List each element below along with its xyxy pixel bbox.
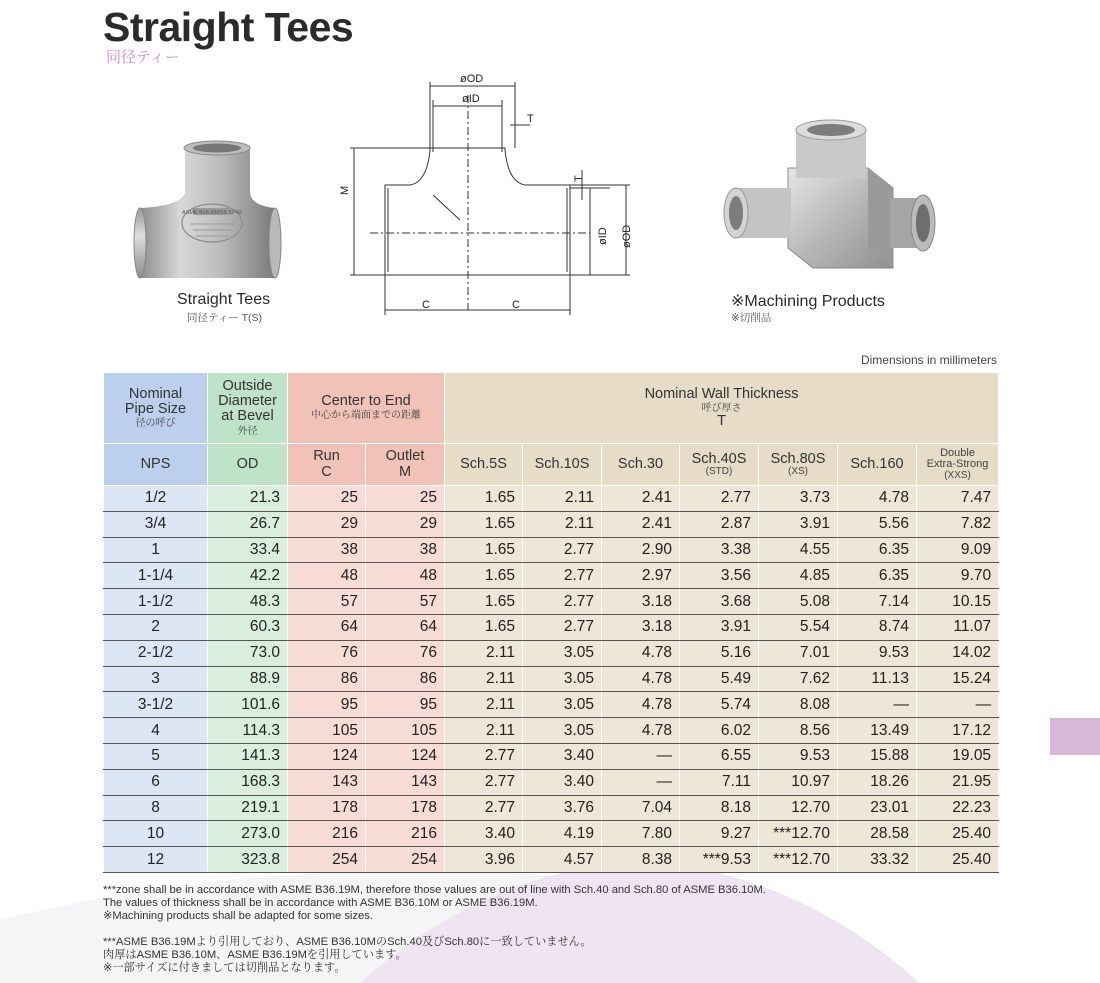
col-run: Run C (288, 444, 366, 486)
table-row (104, 640, 999, 666)
table-row (104, 537, 999, 563)
spec-table (103, 372, 999, 873)
table-cell: ***12.70 (759, 821, 838, 847)
note-jp-2: 肉厚はASME B36.10M、ASME B36.19Mを引用しています。 (103, 949, 407, 961)
table-cell: 9.27 (680, 821, 759, 847)
t-label-top: T (527, 113, 534, 125)
table-cell: 18.26 (838, 769, 917, 795)
table-cell: 3.73 (759, 486, 838, 512)
cell-nps: 2 (104, 614, 208, 640)
table-cell: 8.08 (759, 692, 838, 718)
od-label: øOD (460, 73, 484, 85)
table-cell: 95 (366, 692, 445, 718)
table-cell: 64 (288, 614, 366, 640)
table-cell: 64 (366, 614, 445, 640)
table-cell: 3.05 (523, 640, 602, 666)
id-label: øID (462, 93, 480, 105)
notes-en (103, 884, 766, 923)
cell-nps: 3/4 (104, 511, 208, 537)
table-cell: 6.35 (838, 537, 917, 563)
table-cell: 73.0 (208, 640, 288, 666)
side-tab (1050, 718, 1100, 755)
table-cell: 273.0 (208, 821, 288, 847)
cell-nps: 6 (104, 769, 208, 795)
table-cell: 33.4 (208, 537, 288, 563)
od-label-side: øOD (621, 224, 633, 248)
table-row (104, 692, 999, 718)
table-cell: 7.62 (759, 666, 838, 692)
cell-nps: 5 (104, 743, 208, 769)
col-od: OD (208, 444, 288, 486)
table-cell: ***12.70 (759, 847, 838, 873)
table-cell: 4.78 (602, 718, 680, 744)
table-cell: 2.11 (445, 718, 523, 744)
table-cell: 76 (288, 640, 366, 666)
col-outlet: Outlet M (366, 444, 445, 486)
page-title: Straight Tees (103, 4, 354, 50)
table-cell: 178 (288, 795, 366, 821)
table-cell: 1.65 (445, 486, 523, 512)
table-cell: 86 (366, 666, 445, 692)
table-cell: 3.91 (680, 614, 759, 640)
table-cell: 3.05 (523, 718, 602, 744)
table-cell: 2.87 (680, 511, 759, 537)
table-cell: 2.97 (602, 563, 680, 589)
cell-nps: 10 (104, 821, 208, 847)
header-nominal-wall-thickness: Nominal Wall Thickness 呼び厚さ T (445, 373, 999, 444)
table-cell: 101.6 (208, 692, 288, 718)
table-cell: 7.47 (917, 486, 999, 512)
table-cell: 88.9 (208, 666, 288, 692)
table-cell: 2.77 (523, 614, 602, 640)
table-cell: 2.11 (523, 511, 602, 537)
table-row (104, 847, 999, 873)
table-cell: 7.80 (602, 821, 680, 847)
col-sch30: Sch.30 (602, 444, 680, 486)
table-cell: 2.77 (523, 589, 602, 615)
table-cell: 1.65 (445, 563, 523, 589)
table-cell: 2.90 (602, 537, 680, 563)
table-cell: 2.77 (523, 563, 602, 589)
id-label-side: øID (597, 227, 609, 245)
table-cell: 3.40 (523, 769, 602, 795)
cell-nps: 1/2 (104, 486, 208, 512)
c-label-right: C (512, 299, 520, 311)
table-cell: 2.11 (445, 692, 523, 718)
table-cell: 1.65 (445, 589, 523, 615)
table-cell: 29 (288, 511, 366, 537)
table-cell: ***9.53 (680, 847, 759, 873)
table-cell: 2.77 (445, 795, 523, 821)
table-cell: 8.38 (602, 847, 680, 873)
table-cell: 13.49 (838, 718, 917, 744)
table-cell: 5.08 (759, 589, 838, 615)
table-cell: 25.40 (917, 847, 999, 873)
header-outside-diameter: Outside Diameter at Bevel 外径 (208, 373, 288, 444)
table-cell: 6.02 (680, 718, 759, 744)
table-cell: 4.55 (759, 537, 838, 563)
table-row (104, 511, 999, 537)
machined-tee-photo (718, 118, 938, 288)
table-row (104, 821, 999, 847)
table-cell: 33.32 (838, 847, 917, 873)
table-cell: 25 (366, 486, 445, 512)
col-nps: NPS (104, 444, 208, 486)
table-cell: 178 (366, 795, 445, 821)
note-jp-1: ***ASME B36.19Mより引用しており、ASME B36.10MのSch.40及びSch.80に一致していません。 (103, 936, 592, 948)
table-cell: 19.05 (917, 743, 999, 769)
cell-nps: 3 (104, 666, 208, 692)
table-cell: 5.16 (680, 640, 759, 666)
header-nominal-pipe-size: Nominal Pipe Size 径の呼び (104, 373, 208, 444)
table-cell: 21.3 (208, 486, 288, 512)
table-cell: 15.88 (838, 743, 917, 769)
table-cell: 48.3 (208, 589, 288, 615)
table-cell: 4.78 (838, 486, 917, 512)
cell-nps: 2-1/2 (104, 640, 208, 666)
table-cell: 57 (288, 589, 366, 615)
table-cell: 4.78 (602, 692, 680, 718)
table-cell: 3.40 (523, 743, 602, 769)
dimensions-note: Dimensions in millimeters (860, 353, 997, 367)
col-xxs: Double Extra-Strong (XXS) (917, 444, 999, 486)
table-cell: 4.19 (523, 821, 602, 847)
table-cell: 48 (288, 563, 366, 589)
table-cell: 3.05 (523, 692, 602, 718)
col-sch10s: Sch.10S (523, 444, 602, 486)
cell-nps: 1-1/4 (104, 563, 208, 589)
left-product-caption: Straight Tees (177, 291, 271, 308)
table-cell: 3.05 (523, 666, 602, 692)
table-cell: 15.24 (917, 666, 999, 692)
table-cell: 9.70 (917, 563, 999, 589)
table-cell: 6.35 (838, 563, 917, 589)
table-cell: 6.55 (680, 743, 759, 769)
table-cell: 1.65 (445, 511, 523, 537)
table-cell: 25 (288, 486, 366, 512)
table-cell: 28.58 (838, 821, 917, 847)
table-cell: 1.65 (445, 537, 523, 563)
table-row (104, 486, 999, 512)
table-row (104, 563, 999, 589)
table-cell: 105 (366, 718, 445, 744)
table-cell: 254 (288, 847, 366, 873)
table-cell: 105 (288, 718, 366, 744)
table-row (104, 614, 999, 640)
table-cell: — (602, 743, 680, 769)
table-cell: 7.01 (759, 640, 838, 666)
table-cell: 3.68 (680, 589, 759, 615)
table-cell: 2.11 (445, 640, 523, 666)
table-cell: 114.3 (208, 718, 288, 744)
table-cell: 2.77 (445, 743, 523, 769)
cell-nps: 1-1/2 (104, 589, 208, 615)
table-cell: 254 (366, 847, 445, 873)
table-row (104, 769, 999, 795)
table-cell: 2.77 (445, 769, 523, 795)
table-cell: 26.7 (208, 511, 288, 537)
table-cell: 4.57 (523, 847, 602, 873)
emboss-text: ASME B16.9/MSS SP43 (182, 210, 242, 216)
table-cell: 12.70 (759, 795, 838, 821)
table-cell: 11.13 (838, 666, 917, 692)
table-cell: 5.56 (838, 511, 917, 537)
table-cell: 141.3 (208, 743, 288, 769)
table-cell: 38 (288, 537, 366, 563)
table-cell: 9.09 (917, 537, 999, 563)
table-cell: 3.18 (602, 614, 680, 640)
table-cell: 4.78 (602, 666, 680, 692)
table-row (104, 743, 999, 769)
table-cell: 29 (366, 511, 445, 537)
table-cell: 38 (366, 537, 445, 563)
table-cell: 7.14 (838, 589, 917, 615)
page-subtitle: 同径ティー (106, 49, 180, 66)
header-center-to-end: Center to End 中心から端面までの距離 (288, 373, 445, 444)
table-cell: 42.2 (208, 563, 288, 589)
table-cell: 3.91 (759, 511, 838, 537)
left-product-caption-jp: 同径ティー T(S) (187, 312, 262, 324)
tee-dimension-diagram (330, 70, 650, 320)
cell-nps: 3-1/2 (104, 692, 208, 718)
table-cell: 2.41 (602, 511, 680, 537)
table-cell: 3.38 (680, 537, 759, 563)
right-product-caption: ※Machining Products (731, 293, 885, 310)
table-cell: 8.18 (680, 795, 759, 821)
table-cell: 2.41 (602, 486, 680, 512)
note-en-2: The values of thickness shall be in accordance with ASME B36.10M or ASME B36.19M. (103, 897, 538, 909)
table-cell: 3.96 (445, 847, 523, 873)
cell-nps: 12 (104, 847, 208, 873)
table-cell: 2.11 (445, 666, 523, 692)
table-cell: 3.18 (602, 589, 680, 615)
table-cell: 124 (366, 743, 445, 769)
note-en-3: ※Machining products shall be adapted for some sizes. (103, 910, 373, 922)
table-cell: 10.97 (759, 769, 838, 795)
table-cell: 14.02 (917, 640, 999, 666)
table-row (104, 666, 999, 692)
table-cell: 17.12 (917, 718, 999, 744)
table-cell: 23.01 (838, 795, 917, 821)
right-product-caption-jp: ※切削品 (731, 312, 772, 324)
table-cell: 216 (366, 821, 445, 847)
table-cell: 4.85 (759, 563, 838, 589)
table-cell: 4.78 (602, 640, 680, 666)
table-cell: — (602, 769, 680, 795)
table-cell: 9.53 (759, 743, 838, 769)
table-row (104, 589, 999, 615)
table-cell: 124 (288, 743, 366, 769)
table-cell: 323.8 (208, 847, 288, 873)
table-cell: 7.82 (917, 511, 999, 537)
table-cell: 57 (366, 589, 445, 615)
col-sch5s: Sch.5S (445, 444, 523, 486)
table-cell: 48 (366, 563, 445, 589)
table-cell: 216 (288, 821, 366, 847)
col-sch160: Sch.160 (838, 444, 917, 486)
c-label-left: C (422, 299, 430, 311)
table-cell: 3.40 (445, 821, 523, 847)
cell-nps: 1 (104, 537, 208, 563)
table-cell: 219.1 (208, 795, 288, 821)
table-cell: 25.40 (917, 821, 999, 847)
table-cell: 5.74 (680, 692, 759, 718)
m-label: M (339, 185, 351, 195)
table-row (104, 795, 999, 821)
table-cell: 22.23 (917, 795, 999, 821)
straight-tee-photo (130, 138, 290, 298)
table-cell: 9.53 (838, 640, 917, 666)
table-cell: 2.77 (523, 537, 602, 563)
table-cell: 168.3 (208, 769, 288, 795)
table-cell: 95 (288, 692, 366, 718)
table-cell: 1.65 (445, 614, 523, 640)
cell-nps: 4 (104, 718, 208, 744)
table-cell: 76 (366, 640, 445, 666)
table-cell: — (838, 692, 917, 718)
table-row (104, 718, 999, 744)
table-cell: 143 (366, 769, 445, 795)
table-cell: 11.07 (917, 614, 999, 640)
notes-jp (103, 936, 592, 975)
table-cell: 86 (288, 666, 366, 692)
note-jp-3: ※一部サイズに付きましては切削品となります。 (103, 962, 346, 974)
table-cell: 143 (288, 769, 366, 795)
table-cell: 2.11 (523, 486, 602, 512)
table-cell: 10.15 (917, 589, 999, 615)
col-sch40s: Sch.40S (STD) (680, 444, 759, 486)
t-label-side: T (573, 175, 585, 182)
table-cell: — (917, 692, 999, 718)
table-cell: 8.56 (759, 718, 838, 744)
table-cell: 5.54 (759, 614, 838, 640)
cell-nps: 8 (104, 795, 208, 821)
table-cell: 60.3 (208, 614, 288, 640)
table-cell: 8.74 (838, 614, 917, 640)
note-en-1: ***zone shall be in accordance with ASME B36.19M, therefore those values are out of line with Sch.40 and Sch.80 of ASME B36.10M. (103, 884, 766, 896)
col-sch80s: Sch.80S (XS) (759, 444, 838, 486)
table-cell: 3.76 (523, 795, 602, 821)
table-cell: 2.77 (680, 486, 759, 512)
table-cell: 5.49 (680, 666, 759, 692)
table-cell: 3.56 (680, 563, 759, 589)
table-cell: 7.11 (680, 769, 759, 795)
table-cell: 7.04 (602, 795, 680, 821)
table-cell: 21.95 (917, 769, 999, 795)
